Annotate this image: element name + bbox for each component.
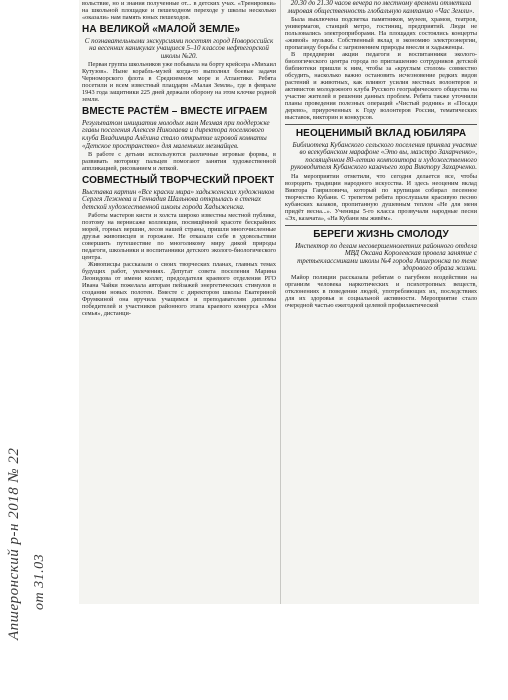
- top-left-fragment: вольствие, но и знания полученные от... в детских учах. «Тренировки» на школьной площадке и пешеходном переходе у школы несколько «оказали» нам память юных пешеходов.: [82, 0, 276, 21]
- article-vmeste-rastem: [82, 107, 276, 172]
- section-rule: [285, 124, 477, 125]
- handwritten-margin-note: [2, 180, 72, 650]
- right-column: [285, 0, 477, 309]
- article-body: Была выключена подсветка памятников, музеев, храмов, театров, универмагов, станций метро, гостиниц, предприятий. Люди не пользовались электроприборами. На площадях состоялись концерты «живой» музыки. Собственный вклад в экономию электроэнергии, пропаганду борьбы с загрязнением природы внесли и хадыженцы.: [285, 16, 477, 52]
- article-lead: Библиотека Кубанского сельского поселения приняла участие во всекубанском марафоне «Это вы, маэстро Захарченко», посвящённом 80-летию композитора и художественного руководителя Кубанского казачьего хора Виктору Захарченко.: [290, 140, 477, 172]
- article-title: БЕРЕГИ ЖИЗНЬ СМОЛОДУ: [313, 229, 449, 241]
- left-column: [82, 0, 276, 317]
- article-tvorcheskiy-proekt: [82, 176, 276, 317]
- article-body: Работы мастеров кисти и холста широко известны местной публике, поэтому на вернисаже коллекции, посвящённой красоте бескрайних морей, горных вершин, лесов нашей страны, пришли многочисленные друзья живописцев и горожане. Не отказали себе в удовольствии совершить путешествие по многоликому миру дикой природы педагоги, школьники и воспитанники детского эколого-биологического центра.: [82, 212, 276, 262]
- top-right-fragment: 20.30 до 21.30 часов вечера по местному времени отметила мировая общественность глобальную кампанию «Час Земли».: [287, 0, 475, 15]
- article-lead: Выставка картин «Все краски мира» хадыженских художников Сергея Лежнева и Геннадия Шальнова открылась в стенах детской художественной школы города Хадыженска.: [82, 187, 275, 211]
- article-lead: С познавательными экскурсиями посетят город Новороссийск на весенних каникулах учащиеся 5–10 классов нефтегорской школы №20.: [84, 36, 274, 60]
- article-beregi-zhizn: [285, 230, 477, 309]
- article-body: Живописцы рассказали о своих творческих планах, главных темах будущих работ, увлечениях. Депутат совета поселения Марина Леонидова от имени коллег, председателя краевого отделения РГО Ивана Чайки пожелала авторам пейзажей энергетических стимулов в создании новых полотен. Вместе с директором школы Екатериной Фрумкиной она вручила учащимся и преподавателям дипломы победителей и участников районного этапа краевого конкурса «Моя семья», дистанци-: [82, 261, 276, 318]
- article-body: Первая группа школьников уже побывала на борту крейсера «Михаил Кутузов». Ныне корабль-музей когда-то выполнял боевые задачи Черноморского флота в Средиземном море и Атлантике. Ребята посетили и всем известный плацдарм «Малая Земля», где в феврале 1943 года защитники 225 дней держали оборону на этом клочке родной земли.: [82, 61, 276, 104]
- article-title: ВМЕСТЕ РАСТЁМ – ВМЕСТЕ ИГРАЕМ: [82, 106, 268, 118]
- article-title: НЕОЦЕНИМЫЙ ВКЛАД ЮБИЛЯРА: [295, 128, 467, 140]
- article-title: НА ВЕЛИКОЙ «МАЛОЙ ЗЕМЛЕ»: [82, 24, 241, 35]
- article-neotsenimyy-vklad: [285, 129, 477, 222]
- article-title: СОВМЕСТНЫЙ ТВОРЧЕСКИЙ ПРОЕКТ: [82, 175, 275, 187]
- section-rule: [285, 225, 477, 226]
- article-body: На мероприятии отметили, что сегодня делается все, чтобы возродить традиции народного искусства. И здесь неоценим вклад Виктора Гавриловича, который по крупицам собирал песенное творчество Кубани. С трепетом ребята прослушали красивую песню кубанских казаков, пропитанную душевным теплом «Не для меня придёт весна...». Ученицы 5-го класса прозвучали народные песни «Эх, казачата», «На Кубани мы живём».: [285, 173, 477, 223]
- article-lead: Результатом инициатив молодых мам Мезмая при поддержке главы поселения Алексея Николаева и директора поселкового клуба Владимира Алёхина стало открытие игровой комнаты «Детское пространство» для маленьких мезмайцев.: [82, 118, 270, 150]
- article-chas-zemli: [285, 16, 477, 121]
- article-body: В работе с детьми используются различные игровые формы, в развивать моторику пальцев помогают занятия художественной аппликацией, рисованием и лепкой.: [82, 151, 276, 173]
- article-lead: Инспектор по делам несовершеннолетних районного отдела МВД Оксана Королевская провела занятие с третьеклассниками школы №4 города Апшеронска по теме здорового образа жизни.: [295, 241, 477, 273]
- column-divider: [280, 0, 281, 604]
- margin-note-line2: от 31.03: [32, 553, 47, 610]
- article-body: В преддверии акции педагоги и воспитанники эколого-биологического центра города по приглашению сотрудников детской библиотеки пришли к ним, чтобы за «круглым столом» совместно обсудить, насколько важно остановить исчезновение редких видов растений и животных, как влияют усилия местных волонтеров и активистов молодежного клуба Русского географического общества на участие жителей в решении данных проблем. Ребята также уточнили планы проведения полезных операций «Чистый родник» и «Посади дерево», приуроченных к Году волонтеров России, тематических выставок, викторин и конкурсов.: [285, 51, 477, 122]
- margin-note-line1: Апшеронский р-н 2018 № 22: [6, 447, 22, 640]
- newspaper-clipping: [79, 0, 479, 604]
- article-body: Майор полиции рассказала ребятам о пагубном воздействии на организм человека наркотических и психотропных веществ, отклонениях в поведении людей, употребляющих их, последствиях для их здоровья и социальной активности. Мероприятие стало очередной частью ежегодной целевой профилактической: [285, 273, 477, 309]
- article-malaya-zemlya: [82, 25, 276, 103]
